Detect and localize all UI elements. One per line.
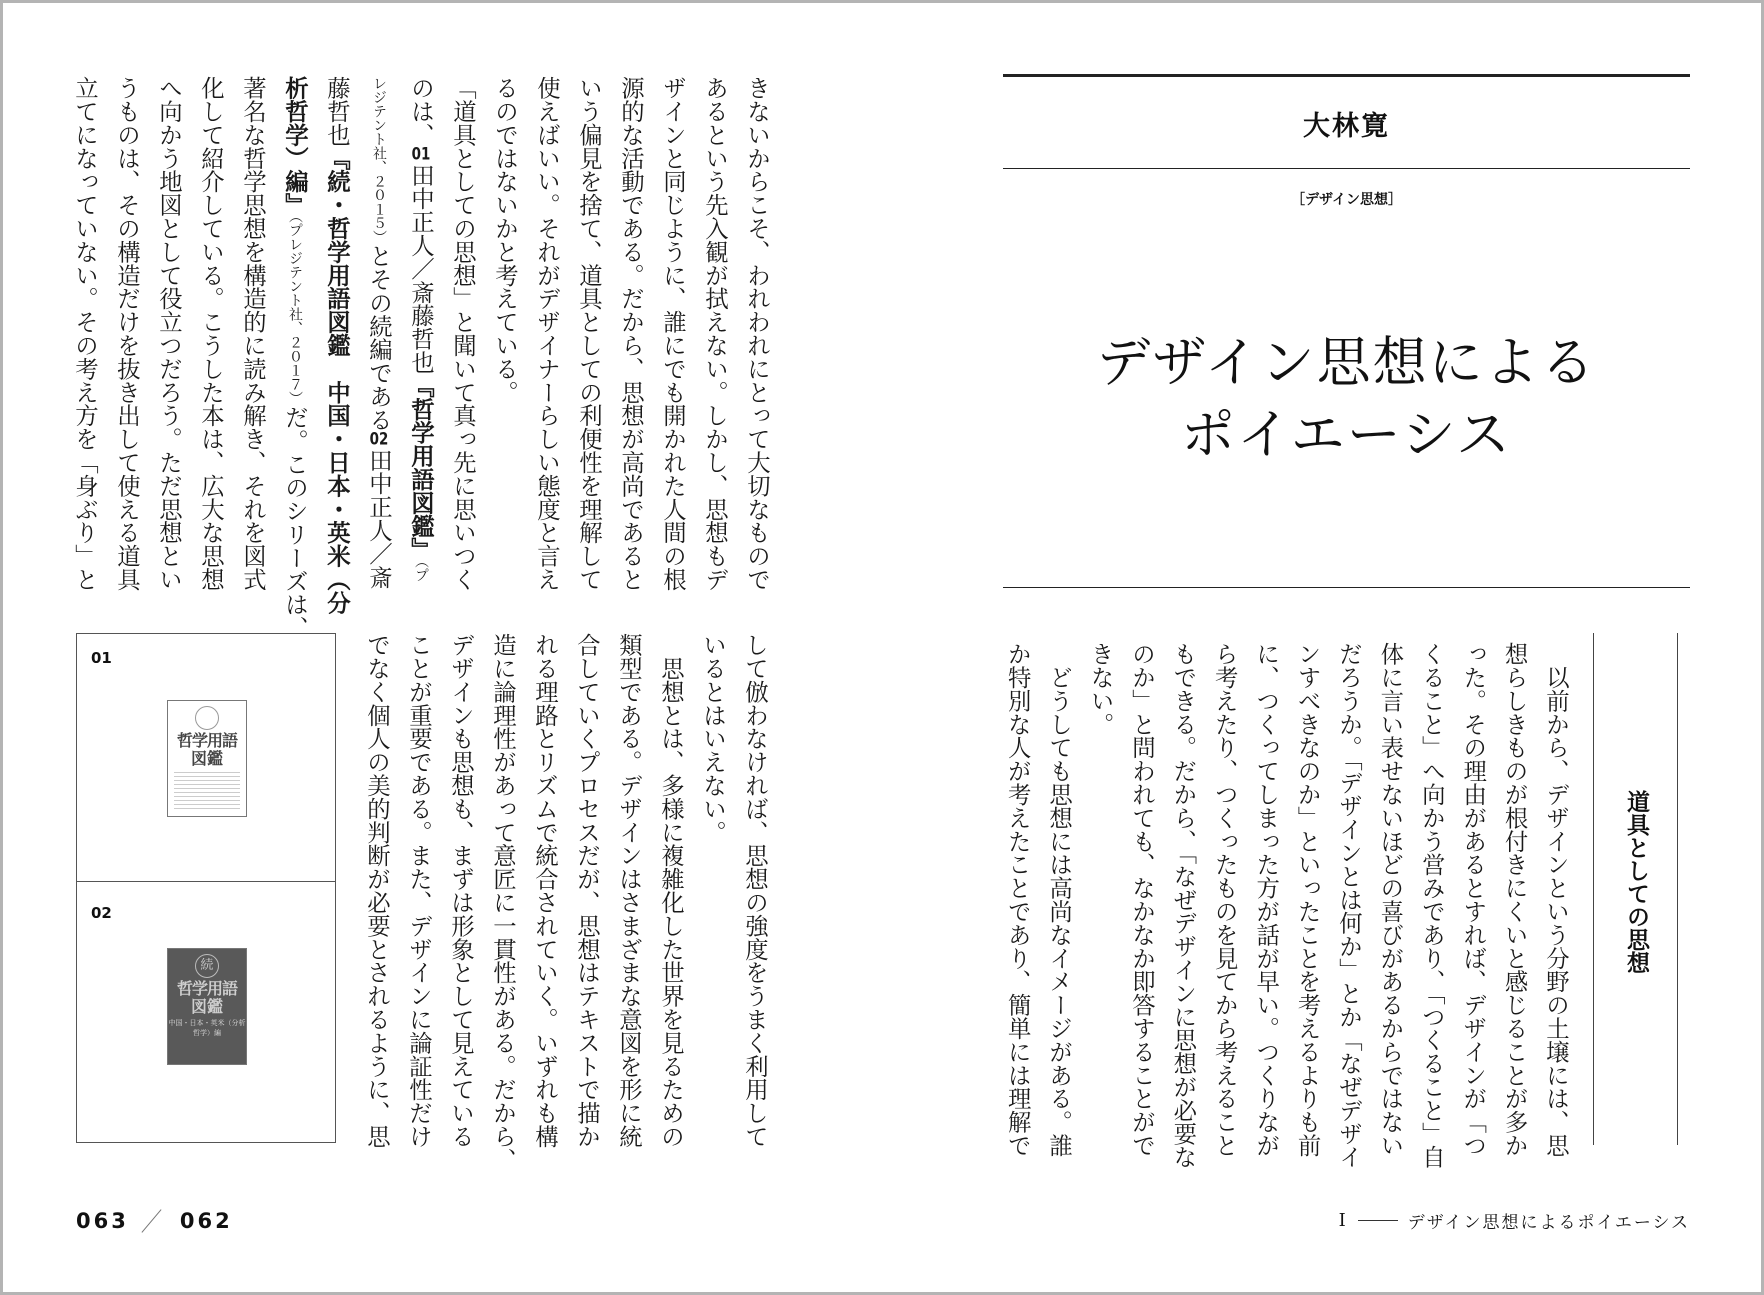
text-segment: （プレジテント社、２０１７） [287, 216, 303, 406]
dash [1358, 1220, 1398, 1221]
cover-text-lines [174, 772, 240, 812]
cover-title: 哲学用語 [176, 731, 237, 750]
book-cover-01 [167, 700, 247, 817]
text-segment: あるという先入観が拭えない。しかし、思想もデ [701, 76, 729, 591]
text-segment: （プ [413, 561, 429, 583]
heading-rule-left [1593, 633, 1594, 1145]
text-column [524, 633, 566, 1171]
right-body-text-block [996, 642, 1576, 1169]
rule [1003, 168, 1690, 169]
figure-box [76, 633, 336, 1143]
cover-title: 図鑑 [190, 749, 223, 768]
text-segment: 藤哲也 [323, 76, 351, 147]
text-column [568, 76, 610, 639]
page-number-left: 063 [76, 1209, 129, 1233]
text-segment: きないからこそ、われわれにとって大切なもので [743, 76, 771, 591]
text-segment: ザインと同じように、誰にでも開かれた人間の根 [659, 76, 687, 591]
section-heading: 道具としての思想 [1623, 790, 1649, 974]
text-segment: 源的な活動である。だから、思想が高尚であると [617, 76, 645, 591]
author-name: 大林寛 [1303, 111, 1390, 142]
text-segment: 『哲学用語図鑑』 [407, 373, 435, 562]
text-segment: 造に論理性があって意匠に一貫性がある。だから、 [489, 633, 517, 1172]
text-segment: レジテント社、２０１５） [371, 76, 387, 244]
text-column [1328, 642, 1369, 1169]
text-segment: して倣わなければ、思想の強度をうまく利用して [741, 633, 769, 1148]
text-segment: 著名な哲学思想を構造的に読み解き、それを図式 [239, 76, 267, 591]
text-segment: とその続編である [365, 244, 393, 432]
cover-title: 哲学用語 [176, 979, 237, 998]
article-title-line-2: ポイエーシス [1180, 403, 1513, 466]
text-segment: いう偏見を捨て、道具としての利便性を理解して [575, 76, 603, 591]
text-column [652, 76, 694, 639]
running-head-title: デザイン思想によるポイエーシス [1407, 1213, 1690, 1233]
book-cover-02 [167, 948, 247, 1065]
text-column [64, 76, 106, 639]
rule [1003, 587, 1690, 588]
text-column [1410, 642, 1451, 1169]
text-column [1493, 642, 1534, 1169]
text-segment: に、つくってしまった方が話が早い。つくりなが [1252, 642, 1281, 1157]
figure-reference: 01 [411, 146, 431, 164]
text-segment: 立てになっていない。その考え方を「身ぶり」と [71, 76, 99, 591]
page-number-right: 062 [179, 1209, 233, 1233]
heading-rule-right [1677, 633, 1678, 1145]
text-segment: 合していくプロセスだが、思想はテキストで描か [573, 633, 601, 1148]
text-segment: ンすべきなのか」といったことを考えるよりも前 [1293, 642, 1322, 1157]
figure-label-01: 01 [91, 649, 112, 667]
text-segment: くること」へ向かう営みであり、「つくること」自 [1417, 642, 1446, 1169]
text-column [484, 76, 526, 639]
text-column [736, 76, 778, 639]
text-segment: でなく個人の美的判断が必要とされるように、思 [363, 633, 391, 1148]
text-column [650, 633, 692, 1171]
text-column [356, 633, 398, 1171]
cover-title: 図鑑 [190, 997, 223, 1016]
left-lower-text-block [356, 633, 776, 1171]
cover-subtitle: 中国・日本・英米（分析哲学）編 [168, 1019, 246, 1037]
slash-divider [141, 1209, 161, 1233]
text-column [190, 76, 232, 639]
text-segment: きない。 [1086, 642, 1115, 736]
figure-divider [77, 881, 335, 882]
text-column [442, 76, 484, 639]
text-column [1369, 642, 1410, 1169]
text-segment: 析哲学）編』 [281, 76, 309, 217]
text-column [1203, 642, 1244, 1169]
running-head [1339, 1208, 1690, 1233]
text-segment: れる理路とリズムで統合されていく。いずれも構 [531, 633, 559, 1148]
text-segment: 化して紹介している。こうした本は、広大な思想 [197, 76, 225, 591]
left-upper-text-block [64, 76, 778, 639]
text-segment: 思想とは、多様に複雑化した世界を見るための [657, 633, 685, 1148]
text-segment: のか」と問われても、なかなか即答することがで [1127, 642, 1156, 1157]
text-segment: ら考えたり、つくったものを見てから考えること [1210, 642, 1239, 1157]
page-numbers [76, 1206, 233, 1236]
text-column [358, 76, 400, 639]
text-column [1452, 642, 1493, 1169]
text-segment: だろうか。「デザインとは何か」とか「なぜデザイ [1334, 642, 1363, 1169]
text-segment: 田中正人／斎 [365, 448, 393, 589]
text-column [608, 633, 650, 1171]
text-column [610, 76, 652, 639]
text-column [526, 76, 568, 639]
article-title-line-1: デザイン思想による [1096, 331, 1597, 394]
text-column [316, 76, 358, 639]
text-column [734, 633, 776, 1171]
text-segment: か特別な人が考えたことであり、簡単には理解で [1003, 642, 1032, 1157]
part-number: I [1338, 1210, 1348, 1231]
text-segment: うものは、その構造だけを抜き出して使える道具 [113, 76, 141, 591]
text-segment: 『続・哲学用語図鑑 中国・日本・英米（分 [323, 146, 351, 615]
text-column [1245, 642, 1286, 1169]
text-segment: のは、 [407, 76, 435, 147]
text-column [1079, 642, 1120, 1169]
text-column [1121, 642, 1162, 1169]
cover-emblem [195, 706, 219, 730]
genre-tag: ［デザイン思想］ [1290, 192, 1403, 208]
figure-label-02: 02 [91, 904, 112, 922]
text-segment: 「道具としての思想」と聞いて真っ先に思いつく [449, 76, 477, 591]
text-segment: 体に言い表せないほどの喜びがあるからではない [1376, 642, 1405, 1157]
cover-emblem: 続 [195, 954, 219, 978]
text-column [148, 76, 190, 639]
text-segment: 以前から、デザインという分野の土壌には、思 [1542, 642, 1570, 1157]
text-segment: へ向かう地図として役立つだろう。ただ思想とい [155, 76, 183, 591]
text-segment: 使えばいい。それがデザイナーらしい態度と言え [533, 76, 561, 591]
text-column [400, 76, 442, 639]
text-column [440, 633, 482, 1171]
text-segment: った。その理由があるとすれば、デザインが「つ [1459, 642, 1488, 1157]
text-column [996, 642, 1037, 1169]
text-column [694, 76, 736, 639]
text-column [106, 76, 148, 639]
text-segment: どうしても思想には高尚なイメージがある。誰 [1045, 642, 1074, 1157]
text-segment: 類型である。デザインはさまざまな意図を形に統 [615, 633, 643, 1148]
top-rule [1003, 74, 1690, 77]
figure-reference: 02 [369, 431, 389, 449]
text-column [566, 633, 608, 1171]
text-segment: いるとはいえない。 [699, 633, 727, 844]
text-column [482, 633, 524, 1171]
text-column [1038, 642, 1079, 1169]
text-segment: デザインも思想も、まずは形象として見えている [447, 633, 475, 1148]
text-segment: るのではないかと考えている。 [491, 76, 519, 404]
text-column [232, 76, 274, 639]
text-segment: 田中正人／斎藤哲也 [407, 163, 435, 374]
text-column [1535, 642, 1576, 1169]
text-segment: 想らしきものが根付きにくいと感じることが多か [1500, 642, 1529, 1157]
text-segment: だ。このシリーズは、 [281, 405, 309, 640]
text-segment: ことが重要である。また、デザインに論証性だけ [405, 633, 433, 1148]
text-column [274, 76, 316, 639]
text-segment: もできる。だから、「なぜデザインに思想が必要な [1169, 642, 1198, 1169]
text-column [1162, 642, 1203, 1169]
text-column [692, 633, 734, 1171]
text-column [1286, 642, 1327, 1169]
text-column [398, 633, 440, 1171]
